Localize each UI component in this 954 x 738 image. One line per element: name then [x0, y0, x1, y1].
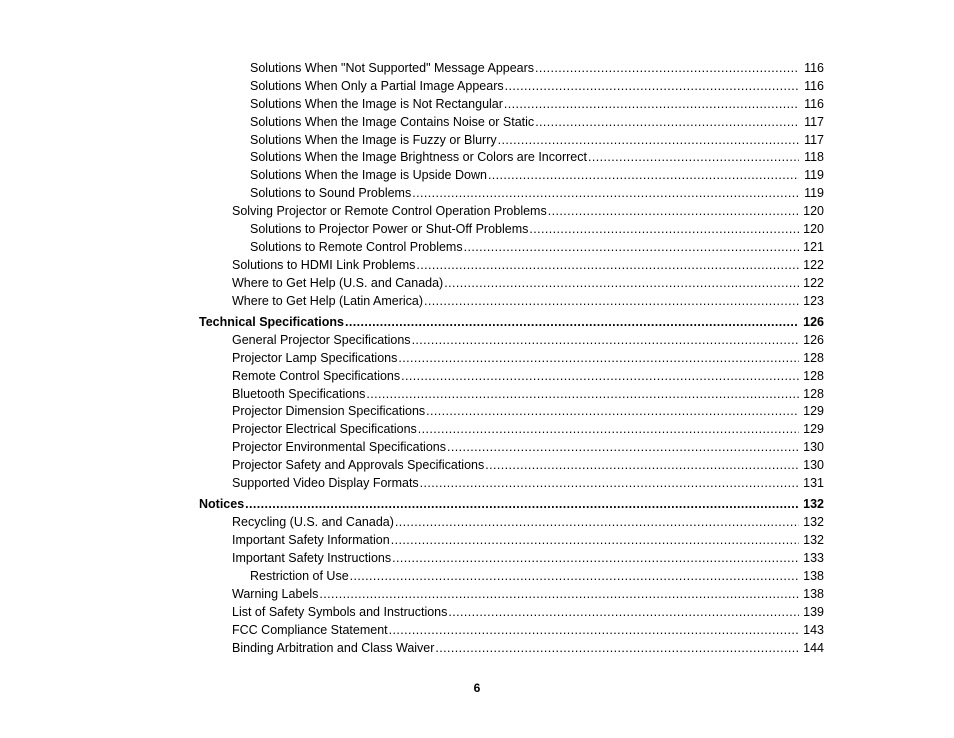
toc-entry[interactable] [0, 586, 954, 604]
dot-leader [548, 203, 799, 221]
toc-entry-line [232, 439, 824, 457]
toc-entry[interactable] [0, 293, 954, 311]
toc-entry-title[interactable]: Solutions When the Image is Upside Down [250, 168, 487, 183]
toc-entry-line [250, 149, 824, 167]
toc-entry[interactable] [0, 239, 954, 257]
toc-entry-line [232, 386, 824, 404]
dot-leader [535, 114, 799, 132]
dot-leader [412, 332, 799, 350]
toc-entry[interactable] [0, 421, 954, 439]
toc-entry-page[interactable]: 130 [803, 440, 824, 455]
toc-entry-page[interactable]: 119 [804, 186, 824, 201]
toc-entry-page[interactable]: 128 [803, 350, 824, 365]
toc-entry-line [232, 293, 824, 311]
dot-leader [504, 96, 799, 114]
dot-leader [529, 221, 799, 239]
toc-entry-title[interactable]: Recycling (U.S. and Canada) [232, 515, 394, 530]
toc-entry-page[interactable]: 128 [803, 368, 824, 383]
toc-entry[interactable] [0, 640, 954, 658]
toc-entry-title[interactable]: Solutions to Projector Power or Shut-Off Problems [250, 222, 529, 237]
toc-entry-line [250, 78, 824, 96]
toc-entry[interactable] [0, 475, 954, 493]
toc-entry-page[interactable]: 144 [803, 640, 824, 655]
toc-entry[interactable] [0, 403, 954, 421]
toc-entry-title[interactable]: Where to Get Help (U.S. and Canada) [232, 275, 444, 290]
dot-leader [345, 314, 799, 332]
toc-entry-title[interactable]: Remote Control Specifications [232, 368, 401, 383]
toc-entry-page[interactable]: 119 [804, 168, 824, 183]
toc-entry-page[interactable]: 126 [803, 332, 824, 347]
toc-entry-page[interactable]: 132 [803, 497, 824, 512]
toc-entry-page[interactable]: 138 [803, 568, 824, 583]
toc-entry-title[interactable]: Notices [199, 497, 245, 512]
toc-entry-title[interactable]: Solutions to Remote Control Problems [250, 239, 463, 254]
toc-entry-title[interactable]: Solutions to Sound Problems [250, 186, 412, 201]
toc-entry-title[interactable]: Binding Arbitration and Class Waiver [232, 640, 435, 655]
toc-entry-title[interactable]: Important Safety Information [232, 533, 390, 548]
toc-entry-line [232, 532, 824, 550]
toc-entry-page[interactable]: 120 [803, 222, 824, 237]
toc-entry-line [232, 550, 824, 568]
toc-entry-page[interactable]: 116 [804, 96, 824, 111]
toc-entry-page[interactable]: 139 [803, 604, 824, 619]
toc-entry-line [250, 96, 824, 114]
toc-entry-title[interactable]: Projector Lamp Specifications [232, 350, 398, 365]
toc-entry-line [232, 640, 824, 658]
toc-entry[interactable] [0, 386, 954, 404]
toc-entry-line [199, 496, 824, 514]
toc-entry[interactable] [0, 60, 954, 78]
toc-entry-title[interactable]: Solutions When the Image Brightness or Colors are Incorrect [250, 150, 587, 165]
toc-entry-page[interactable]: 131 [803, 475, 824, 490]
toc-entry-title[interactable]: Bluetooth Specifications [232, 386, 366, 401]
dot-leader [392, 550, 799, 568]
toc-entry-title[interactable]: FCC Compliance Statement [232, 622, 388, 637]
table-of-contents [0, 60, 954, 657]
toc-entry[interactable] [0, 257, 954, 275]
toc-entry-title[interactable]: Solutions to HDMI Link Problems [232, 257, 416, 272]
dot-leader [498, 132, 799, 150]
dot-leader [319, 586, 799, 604]
toc-entry[interactable] [0, 532, 954, 550]
toc-entry-line [232, 257, 824, 275]
dot-leader [588, 149, 799, 167]
toc-entry-page[interactable]: 122 [803, 275, 824, 290]
toc-entry[interactable] [0, 622, 954, 640]
toc-entry-title[interactable]: Where to Get Help (Latin America) [232, 293, 424, 308]
toc-entry-line [250, 221, 824, 239]
toc-entry-title[interactable]: Projector Environmental Specifications [232, 440, 446, 455]
toc-entry-line [250, 167, 824, 185]
dot-leader [535, 60, 799, 78]
toc-entry-page[interactable]: 133 [803, 551, 824, 566]
toc-entry[interactable] [0, 550, 954, 568]
toc-entry[interactable] [0, 514, 954, 532]
toc-entry-line [250, 239, 824, 257]
toc-entry-title[interactable]: Projector Safety and Approvals Specifications [232, 458, 485, 473]
toc-entry-title[interactable]: Important Safety Instructions [232, 551, 392, 566]
toc-entry-page[interactable]: 123 [803, 293, 824, 308]
toc-entry[interactable] [0, 457, 954, 475]
toc-entry[interactable] [0, 332, 954, 350]
dot-leader [389, 622, 799, 640]
toc-entry[interactable] [0, 167, 954, 185]
dot-leader [488, 167, 799, 185]
toc-entry-title[interactable]: Warning Labels [232, 586, 319, 601]
toc-entry-line [232, 604, 824, 622]
toc-entry[interactable] [0, 275, 954, 293]
dot-leader [420, 475, 799, 493]
toc-entry-line [232, 332, 824, 350]
toc-entry-page[interactable]: 138 [803, 586, 824, 601]
dot-leader [350, 568, 799, 586]
toc-entry-line [232, 403, 824, 421]
toc-entry-page[interactable]: 130 [803, 458, 824, 473]
toc-entry-title[interactable]: General Projector Specifications [232, 332, 411, 347]
toc-entry-page[interactable]: 116 [804, 78, 824, 93]
toc-entry-title[interactable]: Solutions When "Not Supported" Message Appears [250, 61, 535, 75]
toc-entry-page[interactable]: 132 [803, 533, 824, 548]
toc-entry[interactable] [0, 114, 954, 132]
toc-entry-page[interactable]: 117 [804, 114, 824, 129]
toc-section-entry[interactable] [0, 496, 954, 514]
dot-leader [418, 421, 799, 439]
toc-entry-title[interactable]: Solutions When the Image is Not Rectangular [250, 96, 503, 111]
toc-entry[interactable] [0, 221, 954, 239]
dot-leader [505, 78, 799, 96]
dot-leader [366, 386, 799, 404]
dot-leader [401, 368, 799, 386]
toc-entry-line [232, 350, 824, 368]
dot-leader [485, 457, 799, 475]
toc-entry-title[interactable]: Restriction of Use [250, 568, 349, 583]
toc-entry-title[interactable]: Projector Electrical Specifications [232, 422, 417, 437]
dot-leader [426, 403, 799, 421]
toc-entry-page[interactable]: 117 [804, 132, 824, 147]
toc-entry[interactable] [0, 149, 954, 167]
toc-entry-line [250, 132, 824, 150]
toc-entry-title[interactable]: Technical Specifications [199, 314, 344, 329]
toc-entry-line [250, 568, 824, 586]
toc-entry-line [232, 622, 824, 640]
toc-entry[interactable] [0, 78, 954, 96]
toc-entry[interactable] [0, 96, 954, 114]
dot-leader [245, 496, 799, 514]
toc-entry[interactable] [0, 185, 954, 203]
page-number: 6 [473, 681, 481, 695]
toc-entry-line [232, 475, 824, 493]
toc-entry[interactable] [0, 203, 954, 221]
dot-leader [412, 185, 799, 203]
toc-entry-line [250, 185, 824, 203]
dot-leader [448, 604, 799, 622]
dot-leader [398, 350, 799, 368]
dot-leader [435, 640, 799, 658]
toc-entry-title[interactable]: Solving Projector or Remote Control Operation Problems [232, 204, 547, 219]
toc-entry-page[interactable]: 120 [803, 204, 824, 219]
toc-entry-page[interactable]: 126 [803, 314, 824, 329]
toc-entry-page[interactable]: 143 [803, 622, 824, 637]
toc-entry[interactable] [0, 132, 954, 150]
toc-entry-title[interactable]: Supported Video Display Formats [232, 475, 419, 490]
toc-entry[interactable] [0, 568, 954, 586]
toc-entry[interactable] [0, 368, 954, 386]
toc-entry-page[interactable]: 121 [803, 239, 824, 254]
toc-entry-line [232, 514, 824, 532]
dot-leader [424, 293, 799, 311]
toc-entry-line [250, 114, 824, 132]
toc-entry[interactable] [0, 350, 954, 368]
toc-entry-line [250, 60, 824, 78]
toc-entry-page[interactable]: 129 [803, 404, 824, 419]
toc-entry-title[interactable]: Solutions When the Image is Fuzzy or Blurry [250, 132, 497, 147]
toc-entry-page[interactable]: 118 [804, 150, 824, 165]
toc-entry-page[interactable]: 116 [804, 61, 824, 75]
toc-entry-line [232, 457, 824, 475]
toc-entry[interactable] [0, 604, 954, 622]
toc-entry-line [232, 421, 824, 439]
dot-leader [391, 532, 799, 550]
dot-leader [447, 439, 799, 457]
toc-entry-line [199, 314, 824, 332]
toc-entry-page[interactable]: 129 [803, 422, 824, 437]
toc-entry[interactable] [0, 439, 954, 457]
toc-entry-line [232, 275, 824, 293]
dot-leader [444, 275, 799, 293]
dot-leader [464, 239, 799, 257]
toc-entry-title[interactable]: Projector Dimension Specifications [232, 404, 426, 419]
toc-entry-line [232, 368, 824, 386]
dot-leader [416, 257, 799, 275]
toc-entry-title[interactable]: Solutions When the Image Contains Noise or Static [250, 114, 535, 129]
toc-entry-page[interactable]: 122 [803, 257, 824, 272]
toc-entry-title[interactable]: Solutions When Only a Partial Image Appears [250, 78, 504, 93]
dot-leader [395, 514, 799, 532]
toc-entry-page[interactable]: 132 [803, 515, 824, 530]
toc-section-entry[interactable] [0, 314, 954, 332]
toc-entry-line [232, 586, 824, 604]
toc-entry-line [232, 203, 824, 221]
toc-entry-page[interactable]: 128 [803, 386, 824, 401]
toc-entry-title[interactable]: List of Safety Symbols and Instructions [232, 604, 448, 619]
